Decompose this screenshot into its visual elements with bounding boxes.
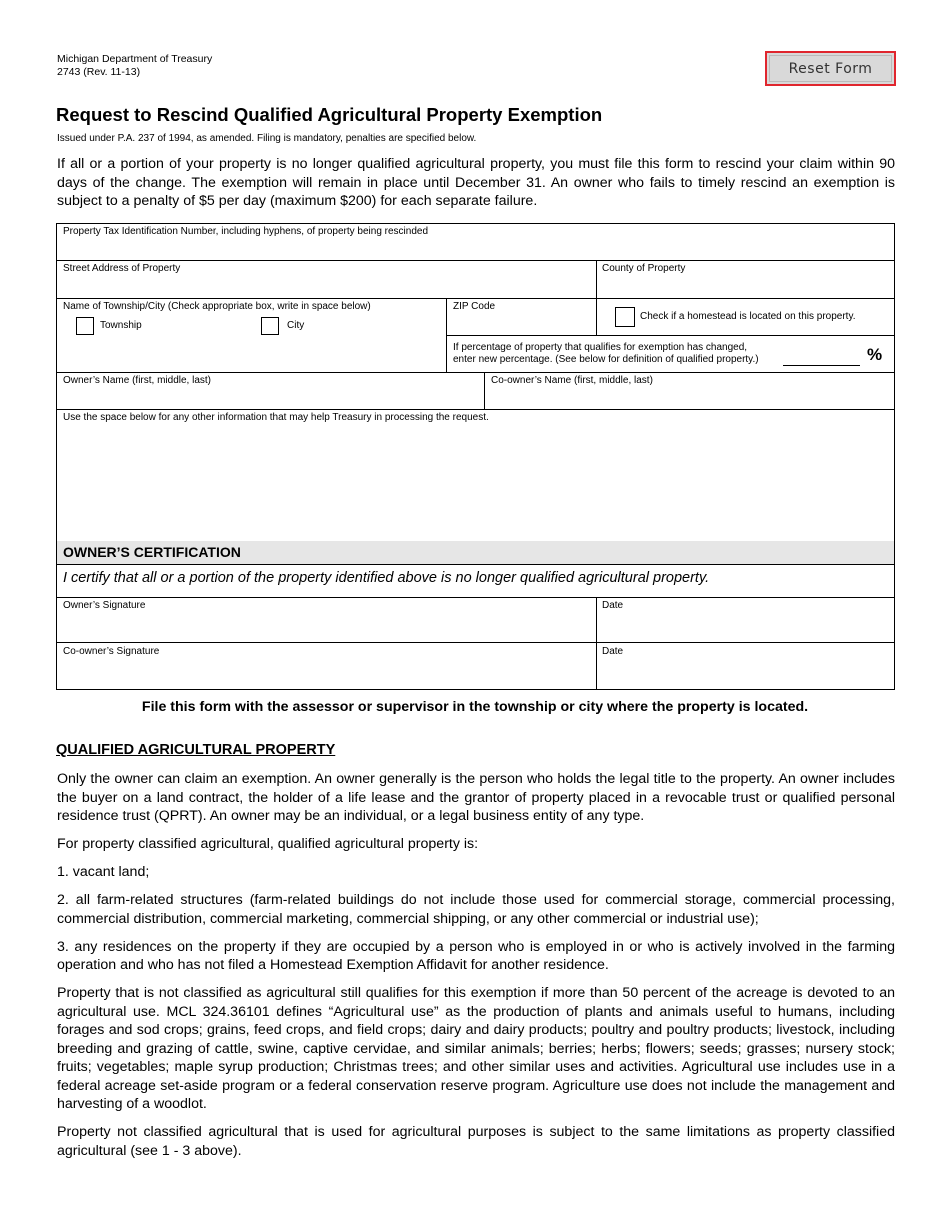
street-address-label: Street Address of Property [63,263,181,274]
owner-signature-input[interactable] [63,616,591,636]
city-option-label: City [287,320,305,331]
township-city-label: Name of Township/City (Check appropriate box, write in space below) [63,301,371,312]
page-title: Request to Rescind Qualified Agricultural Property Exemption [56,104,603,125]
county-input[interactable] [602,278,888,294]
reset-form-button[interactable] [765,51,896,86]
township-city-input[interactable] [63,344,441,360]
percentage-label-line2: enter new percentage. (See below for definition of qualified property.) [453,354,759,365]
percent-sign: % [867,345,883,364]
owner-date-label: Date [602,600,624,611]
street-address-input[interactable] [63,278,591,294]
certification-heading: OWNER’S CERTIFICATION [57,541,894,564]
owner-name-label: Owner’s Name (first, middle, last) [63,375,211,386]
coowner-date-input[interactable] [602,662,888,684]
homestead-checkbox[interactable] [615,307,635,327]
township-checkbox[interactable] [76,317,94,335]
coowner-signature-label: Co-owner’s Signature [63,646,160,657]
coowner-name-label: Co-owner’s Name (first, middle, last) [491,375,653,386]
township-option-label: Township [100,320,142,331]
zip-label: ZIP Code [453,301,496,312]
county-label: County of Property [602,263,686,274]
owner-paragraph: Only the owner can claim an exemption. An owner generally is the person who holds the legal title to the property. An owner includes the buyer on a land contract, the holder of a life lease and the grantor of property placed in a revocable trust or qualified personal residence trust (QPRT). An owner may be an individual, or a legal business entity of any type. [57,771,895,824]
other-info-label: Use the space below for any other information that may help Treasury in processing the request. [63,412,489,423]
certification-statement: I certify that all or a portion of the property identified above is no longer qualified agricultural property. [63,570,710,586]
other-info-textarea[interactable] [63,427,888,537]
issued-note: Issued under P.A. 237 of 1994, as amended. Filing is mandatory, penalties are specified below. [57,133,477,144]
coowner-date-label: Date [602,646,624,657]
filing-instructions: File this form with the assessor or supervisor in the township or city where the property is located. [141,699,809,715]
homestead-label: Check if a homestead is located on this property. [640,311,856,322]
intro-paragraph: If all or a portion of your property is no longer qualified agricultural property, you must file this form to rescind your claim within 90 days of the change. The exemption will remain in place until December 31. An owner who fails to timely rescind an exemption is subject to a penalty of $5 per day (maximum $200) for each separate failure. [57,156,895,209]
list-item-vacant-land: 1. vacant land; [57,864,150,880]
owner-signature-label: Owner’s Signature [63,600,146,611]
classified-intro: For property classified agricultural, qualified agricultural property is: [57,836,479,852]
rescind-form [56,223,895,690]
form-header [57,53,212,79]
list-item-residences: 3. any residences on the property if they are occupied by a person who is employed in or who is actively involved in the farming operation and who has not filed a Homestead Exemption Affidavit for another residence. [57,938,895,973]
coowner-signature-input[interactable] [63,662,591,684]
qualified-section-heading: QUALIFIED AGRICULTURAL PROPERTY [56,742,336,758]
agricultural-use-paragraph: Property that is not classified as agricultural still qualifies for this exemption if more than 50 percent of the acreage is devoted to an agricultural use. MCL 324.36101 defines “Agricultural use” as the production of plants and animals useful to humans, including forages and sod crops; grains, feed crops, and field crops; dairy and dairy products; poultry and poultry products; livestock, including breeding and grazing of cattle, swine, captive cervidae, and similar animals; berries; herbs; flowers; seeds; grasses; nursery stock; fruits; vegetables; maple syrup production; Christmas trees; and other similar uses and activities. Agricultural use includes use in a federal acreage set-aside program or a federal conservation reserve program. Agriculture use does not include the management and harvesting of a woodlot. [57,985,895,1112]
list-item-farm-structures: 2. all farm-related structures (farm-related buildings do not include those used for commercial storage, commercial processing, commercial distribution, commercial marketing, commercial shipping, or any other commercial or industrial use); [57,892,895,927]
pin-label: Property Tax Identification Number, including hyphens, of property being rescinded [63,226,429,237]
qualified-section-body [57,770,895,1170]
reset-form-label: Reset Form [769,55,892,82]
percentage-label-line1: If percentage of property that qualifies for exemption has changed, [453,342,748,353]
pin-input[interactable] [63,241,888,257]
coowner-name-input[interactable] [491,390,888,406]
owner-name-input[interactable] [63,390,478,406]
zip-input[interactable] [453,316,591,332]
department-name: Michigan Department of Treasury [57,53,213,65]
limitations-paragraph: Property not classified agricultural that is used for agricultural purposes is subject to the same limitations as property classified agricultural (see 1 - 3 above). [57,1124,895,1159]
city-checkbox[interactable] [261,317,279,335]
percentage-input[interactable] [785,349,859,363]
form-number: 2743 (Rev. 11-13) [57,66,141,78]
owner-date-input[interactable] [602,616,888,636]
